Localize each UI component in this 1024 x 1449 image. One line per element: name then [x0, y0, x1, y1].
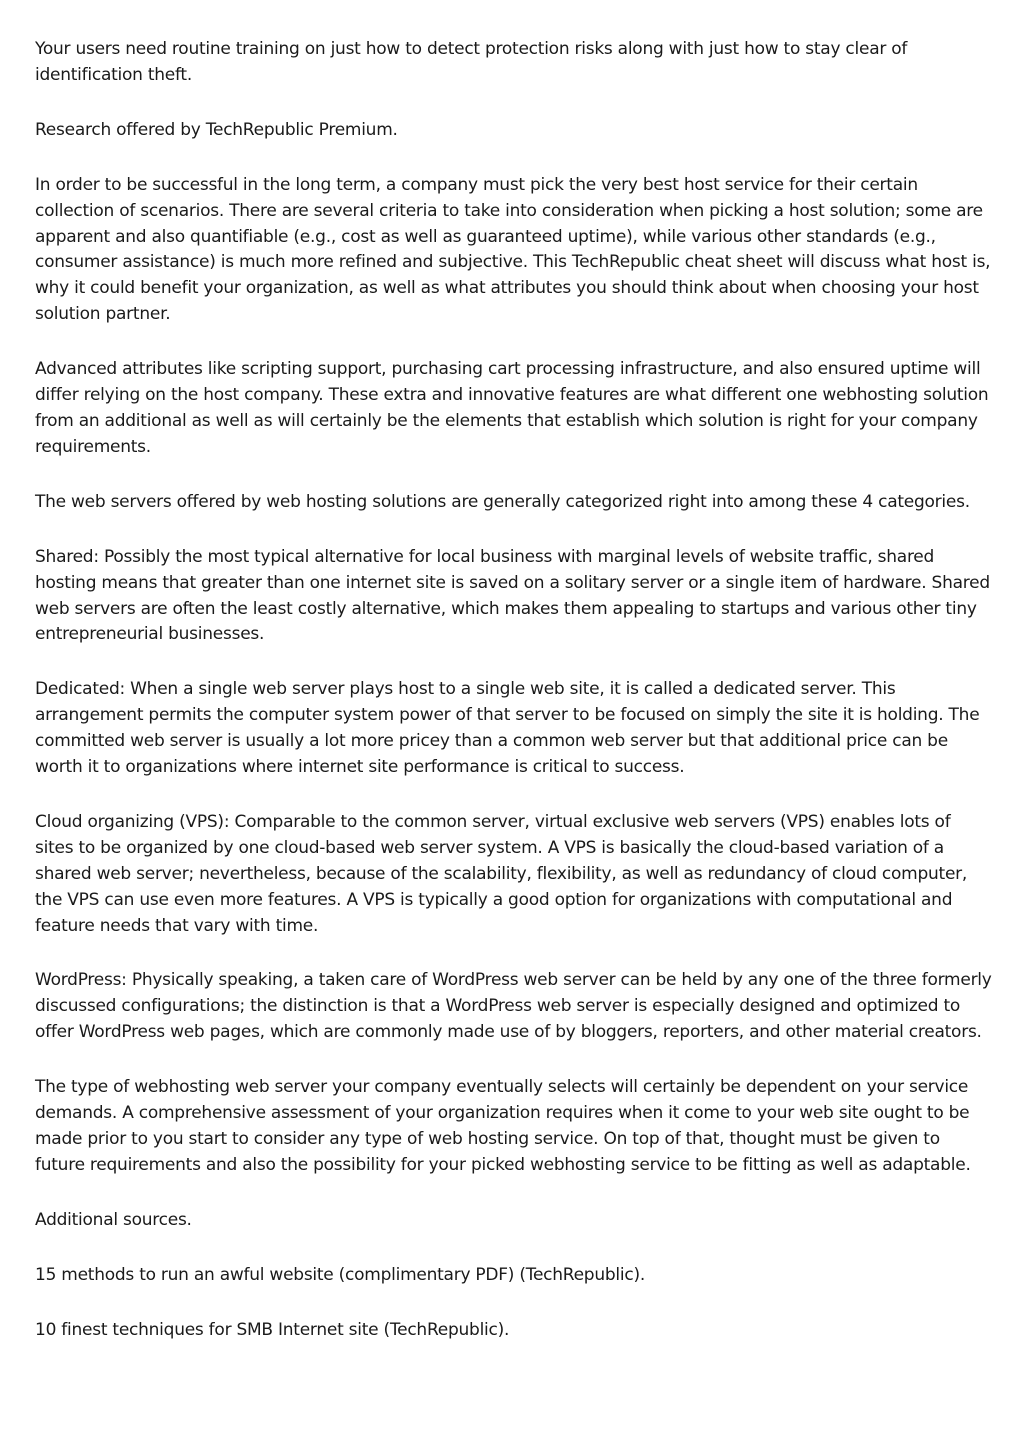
paragraph-cloud-vps: Cloud organizing (VPS): Comparable to the common server, virtual exclusive web servers (VPS) enables lots of sites to be organized by one cloud-based web server system. A VPS is basically the cloud-based variation of a shared web server; nevertheless, because of the scalability, flexibility, as well as redundancy of cloud computer, the VPS can use even more features. A VPS is typically a good option for organizations with computational and feature needs that vary with time.: [35, 811, 968, 936]
paragraph-intro: In order to be successful in the long term, a company must pick the very best host service for their certain collection of scenarios. There are several criteria to take into consideration when picking a host solution; some are apparent and also quantifiable (e.g., cost as well as guaranteed uptime), while various other standards (e.g., consumer assistance) is much more refined and subjective. This TechRepublic cheat sheet will discuss what host is, why it could benefit your organization, as well as what attributes you should think about when choosing your host solution partner.: [35, 174, 991, 325]
paragraph-wordpress: WordPress: Physically speaking, a taken care of WordPress web server can be held by any one of the three formerly discussed configurations; the distinction is that a WordPress web server is especially designed and optimized to offer WordPress web pages, which are commonly made use of by bloggers, reporters, and other material creators.: [35, 970, 992, 1043]
paragraph-source-1: 15 methods to run an awful website (complimentary PDF) (TechRepublic).: [35, 1264, 645, 1285]
paragraph-research-credit: Research offered by TechRepublic Premium.: [35, 119, 398, 140]
paragraph-dedicated: Dedicated: When a single web server plays host to a single web site, it is called a dedicated server. This arrangement permits the computer system power of that server to be focused on simply the site it is holding. The committed web server is usually a lot more pricey than a common web server but that additional price can be worth it to organizations where internet site performance is critical to success.: [35, 679, 980, 778]
paragraph-training: Your users need routine training on just how to detect protection risks along with just how to stay clear of identification theft.: [35, 39, 908, 85]
document-body: [35, 37, 993, 1373]
paragraph-conclusion: The type of webhosting web server your company eventually selects will certainly be dependent on your service demands. A comprehensive assessment of your organization requires when it come to your web site ought to be made prior to you start to consider any type of web hosting service. On top of that, thought must be given to future requirements and also the possibility for your picked webhosting service to be fitting as well as adaptable.: [35, 1077, 971, 1175]
paragraph-source-2: 10 finest techniques for SMB Internet site (TechRepublic).: [35, 1319, 510, 1340]
paragraph-advanced-attributes: Advanced attributes like scripting support, purchasing cart processing infrastructure, and also ensured uptime will differ relying on the host company. These extra and innovative features are what different one webhosting solution from an additional as well as will certainly be the elements that establish which solution is right for your company requirements.: [35, 359, 989, 457]
paragraph-additional-sources: Additional sources.: [35, 1209, 192, 1230]
paragraph-shared: Shared: Possibly the most typical alternative for local business with marginal levels of website traffic, shared hosting means that greater than one internet site is saved on a solitary server or a single item of hardware. Shared web servers are often the least costly alternative, which makes them appealing to startups and various other tiny entrepreneurial businesses.: [35, 546, 990, 645]
paragraph-categories: The web servers offered by web hosting solutions are generally categorized right into among these 4 categories.: [35, 491, 970, 512]
